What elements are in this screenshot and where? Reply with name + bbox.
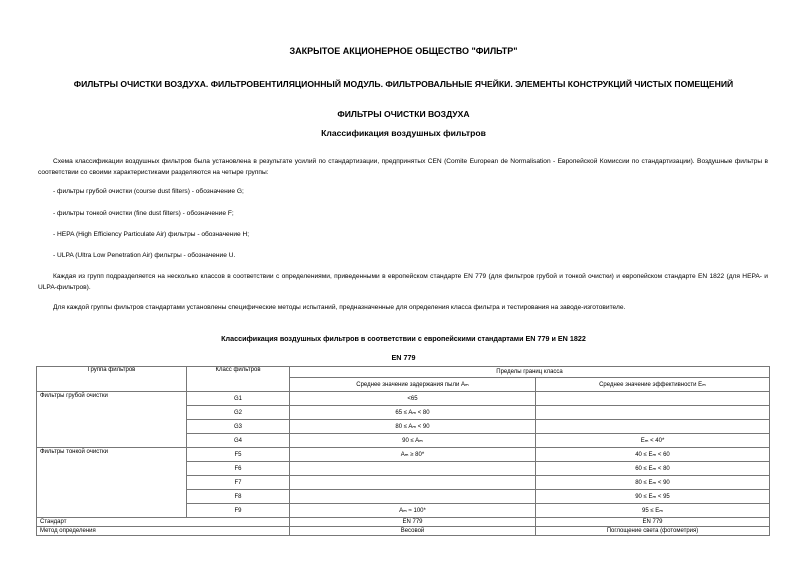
header-limits: Пределы границ класса bbox=[290, 367, 770, 378]
retention-cell: Aₘ ≈ 100* bbox=[290, 504, 536, 518]
standard-efficiency: EN 779 bbox=[536, 518, 770, 527]
list-item: - фильтры грубой очистки (course dust filters) - обозначение G; bbox=[53, 188, 244, 195]
class-cell: G4 bbox=[187, 434, 290, 448]
intro-paragraph: Схема классификации воздушных фильтров была установлена в результате усилий по стандартизации, предпринятых CEN (Comite European de Normalisation - Европейской Комиссии по стандартизации). Воздушные фильтры в соответствии со своими характеристиками разделяются на четыре группы: bbox=[38, 158, 768, 176]
efficiency-cell: 80 ≤ Eₘ < 90 bbox=[536, 476, 770, 490]
header-group: Группа фильтров bbox=[37, 367, 187, 392]
company-name: ЗАКРЫТОЕ АКЦИОНЕРНОЕ ОБЩЕСТВО "ФИЛЬТР" bbox=[289, 46, 518, 56]
class-cell: F7 bbox=[187, 476, 290, 490]
table-row bbox=[37, 448, 770, 462]
efficiency-cell: 90 ≤ Eₘ < 95 bbox=[536, 490, 770, 504]
class-cell: F5 bbox=[187, 448, 290, 462]
efficiency-cell bbox=[536, 420, 770, 434]
header-class: Класс фильтров bbox=[187, 367, 290, 392]
method-label: Метод определения bbox=[37, 527, 290, 536]
retention-cell: 90 ≤ Aₘ bbox=[290, 434, 536, 448]
header-retention: Среднее значение задержания пыли Aₘ bbox=[290, 378, 536, 392]
group-coarse: Фильтры грубой очистки bbox=[37, 392, 187, 448]
classification-table bbox=[36, 366, 770, 536]
efficiency-cell bbox=[536, 406, 770, 420]
class-cell: F9 bbox=[187, 504, 290, 518]
subsection-title: Классификация воздушных фильтров bbox=[321, 128, 486, 138]
methods-paragraph: Для каждой группы фильтров стандартами установлены специфические методы испытаний, предназначенные для определения класса фильтра и тестирования на заводе-изготовителе. bbox=[53, 304, 626, 311]
retention-cell: 65 ≤ Aₘ < 80 bbox=[290, 406, 536, 420]
list-item: - ULPA (Ultra Low Penetration Air) фильтры - обозначение U. bbox=[53, 252, 236, 259]
efficiency-cell bbox=[536, 392, 770, 406]
list-item: - фильтры тонкой очистки (fine dust filters) - обозначение F; bbox=[53, 210, 234, 217]
header-efficiency: Среднее значение эффективности Eₘ bbox=[536, 378, 770, 392]
standard-retention: EN 779 bbox=[290, 518, 536, 527]
main-title: ФИЛЬТРЫ ОЧИСТКИ ВОЗДУХА. ФИЛЬТРОВЕНТИЛЯЦИОННЫЙ МОДУЛЬ. ФИЛЬТРОВАЛЬНЫЕ ЯЧЕЙКИ. ЭЛЕМЕНТЫ КОНСТРУКЦИЙ ЧИСТЫХ ПОМЕЩЕНИЙ bbox=[73, 79, 734, 89]
table-header-row bbox=[37, 367, 770, 378]
class-cell: F8 bbox=[187, 490, 290, 504]
efficiency-cell: Eₘ < 40* bbox=[536, 434, 770, 448]
list-item: - HEPA (High Efficiency Particulate Air) фильтры - обозначение H; bbox=[53, 231, 250, 238]
retention-cell: 80 ≤ Aₘ < 90 bbox=[290, 420, 536, 434]
standard-row bbox=[37, 518, 770, 527]
retention-cell bbox=[290, 490, 536, 504]
table-subcaption: EN 779 bbox=[391, 353, 416, 362]
class-cell: G3 bbox=[187, 420, 290, 434]
efficiency-cell: 95 ≤ Eₘ bbox=[536, 504, 770, 518]
table-row bbox=[37, 392, 770, 406]
efficiency-cell: 40 ≤ Eₘ < 60 bbox=[536, 448, 770, 462]
retention-cell: <65 bbox=[290, 392, 536, 406]
efficiency-cell: 60 ≤ Eₘ < 80 bbox=[536, 462, 770, 476]
retention-cell bbox=[290, 476, 536, 490]
method-efficiency: Поглощение света (фотометрия) bbox=[536, 527, 770, 536]
method-row bbox=[37, 527, 770, 536]
class-cell: F6 bbox=[187, 462, 290, 476]
class-cell: G1 bbox=[187, 392, 290, 406]
class-cell: G2 bbox=[187, 406, 290, 420]
group-fine: Фильтры тонкой очистки bbox=[37, 448, 187, 518]
method-retention: Весовой bbox=[290, 527, 536, 536]
retention-cell bbox=[290, 462, 536, 476]
section-title: ФИЛЬТРЫ ОЧИСТКИ ВОЗДУХА bbox=[337, 109, 470, 119]
classes-paragraph: Каждая из групп подразделяется на несколько классов в соответствии с определениями, приведенными в европейском стандарте EN 779 (для фильтров грубой и тонкой очистки) и европейском стандарте EN 1822 (для HEPA- и ULPA-фильтров). bbox=[38, 273, 768, 291]
retention-cell: Aₘ ≥ 80* bbox=[290, 448, 536, 462]
standard-label: Стандарт bbox=[37, 518, 290, 527]
table-caption: Классификация воздушных фильтров в соответствии с европейскими стандартами EN 779 и EN 1822 bbox=[221, 334, 586, 343]
